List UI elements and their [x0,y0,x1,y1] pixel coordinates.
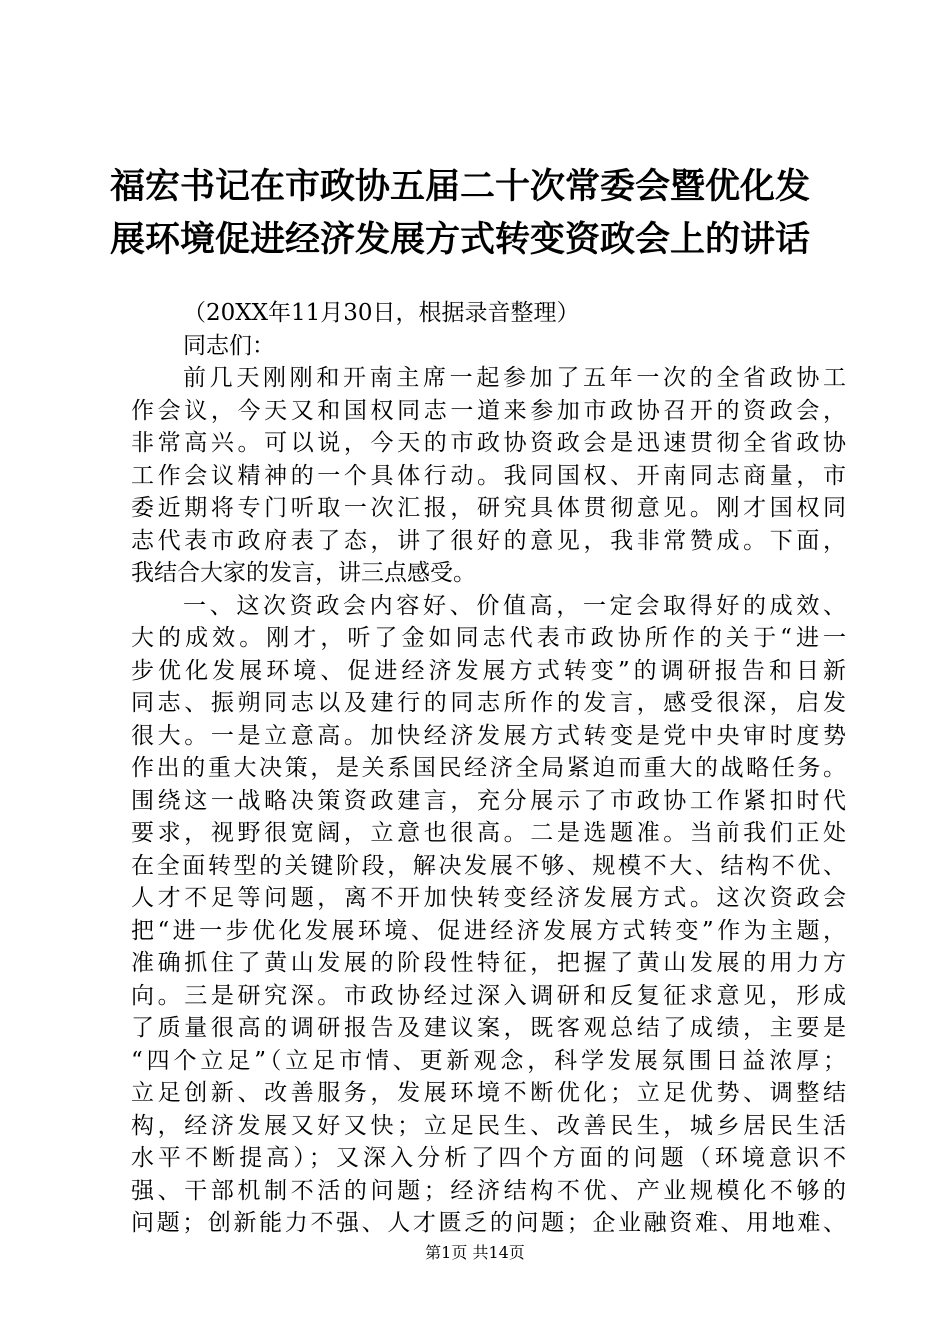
paragraph-line: 作会议，今天又和国权同志一道来参加市政协召开的资政会， [131,397,846,424]
paragraph-line: 大的成效。刚才，听了金如同志代表市政协所作的关于“进一 [131,625,846,651]
paragraph-line: 构，经济发展又好又快；立足民生、改善民生，城乡居民生活 [131,1112,846,1139]
date-note: （20XX年11月30日，根据录音整理） [183,300,580,326]
document-body [131,297,846,1240]
paragraph-line: 作出的重大决策，是关系国民经济全局紧迫而重大的战略任务。 [131,755,846,781]
salutation: 同志们： [183,332,275,359]
title-line-1: 福宏书记在市政协五届二十次常委会暨优化发 [110,166,811,207]
paragraph-line: 在全面转型的关键阶段，解决发展不够、规模不大、结构不优、 [131,852,846,879]
paragraph-line: 强、干部机制不活的问题；经济结构不优、产业规模化不够的 [131,1177,846,1204]
paragraph-line: 同志、振朔同志以及建行的同志所作的发言，感受很深，启发 [131,690,846,716]
paragraph-line: 立足创新、改善服务，发展环境不断优化；立足优势、调整结 [131,1080,846,1106]
paragraph-line: 向。三是研究深。市政协经过深入调研和反复征求意见，形成 [131,982,846,1009]
paragraph-line: 人才不足等问题，离不开加快转变经济发展方式。这次资政会 [131,885,846,911]
title-line-2: 展环境促进经济发展方式转变资政会上的讲话 [110,219,811,260]
paragraph-line: 我结合大家的发言，讲三点感受。 [131,560,476,586]
paragraph-line: 了质量很高的调研报告及建议案，既客观总结了成绩，主要是 [131,1015,846,1041]
paragraph-line: “四个立足”（立足市情、更新观念，科学发展氛围日益浓厚； [131,1047,846,1074]
paragraph-line: 前几天刚刚和开南主席一起参加了五年一次的全省政协工 [183,365,846,391]
paragraph-line: 非常高兴。可以说，今天的市政协资政会是迅速贯彻全省政协 [131,430,846,456]
paragraph-line: 工作会议精神的一个具体行动。我同国权、开南同志商量，市 [131,462,846,489]
paragraph-line: 一、这次资政会内容好、价值高，一定会取得好的成效、 [183,592,846,619]
paragraph-line: 围绕这一战略决策资政建言，充分展示了市政协工作紧扣时代 [131,787,846,814]
paragraph-line: 把“进一步优化发展环境、促进经济发展方式转变”作为主题， [131,917,846,944]
paragraph-line: 委近期将专门听取一次汇报，研究具体贯彻意见。刚才国权同 [131,495,846,521]
paragraph-line: 很大。一是立意高。加快经济发展方式转变是党中央审时度势 [131,722,846,749]
paragraph-line: 志代表市政府表了态，讲了很好的意见，我非常赞成。下面， [131,527,846,554]
paragraph-line: 步优化发展环境、促进经济发展方式转变”的调研报告和日新 [131,657,846,684]
paragraph-line: 问题；创新能力不强、人才匮乏的问题；企业融资难、用地难、 [131,1210,846,1236]
paragraph-line: 水平不断提高）；又深入分析了四个方面的问题（环境意识不 [131,1145,846,1171]
paragraph-line: 准确抓住了黄山发展的阶段性特征，把握了黄山发展的用力方 [131,950,846,976]
paragraph-line: 要求，视野很宽阔，立意也很高。二是选题准。当前我们正处 [131,820,846,846]
page-footer: 第1页 共14页 [425,1243,525,1262]
document-title [110,160,850,266]
